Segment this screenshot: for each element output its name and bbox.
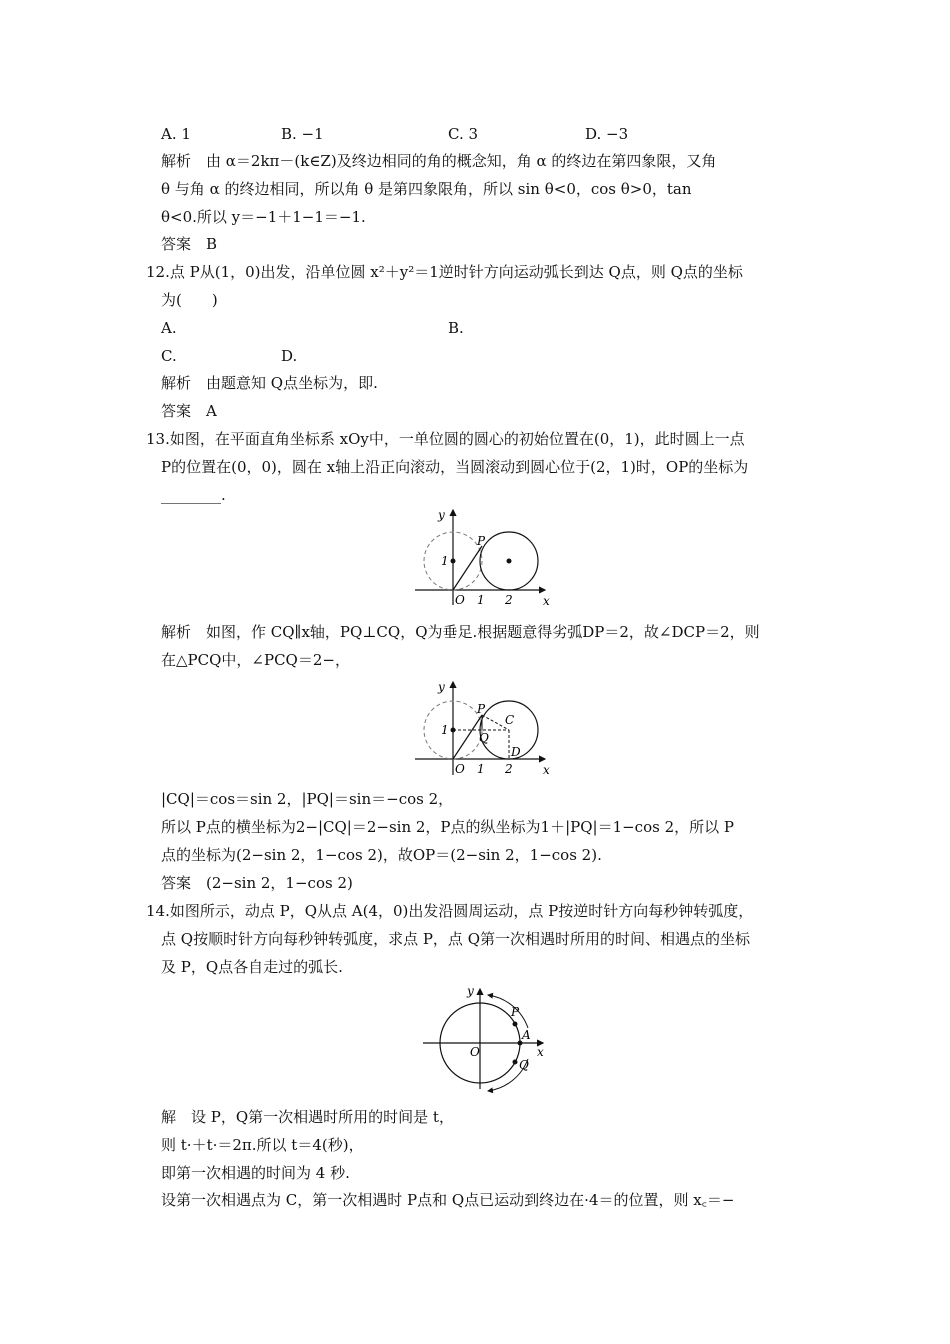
option-a: A. 1: [161, 125, 191, 143]
label-x: x: [537, 1045, 544, 1059]
q13-analysis2-line-1: |CQ|＝cos＝sin 2，|PQ|＝sin＝−cos 2，: [161, 790, 454, 808]
q13-analysis2-line-3: 点的坐标为(2−sin 2，1−cos 2)，故OP＝(2−sin 2，1−cos 2).: [161, 846, 602, 864]
label-o: O: [455, 762, 465, 776]
q14-solution-line-3: 即第一次相遇的时间为 4 秒.: [161, 1164, 350, 1182]
q12-analysis: 解析 由题意知 Q点坐标为，即.: [161, 374, 378, 392]
label-1-y: 1: [441, 723, 449, 737]
label-p: P: [477, 702, 486, 716]
ccw-arrow: [488, 995, 528, 1028]
label-y: y: [438, 508, 445, 522]
rolling-circle-figure: [405, 505, 555, 610]
label-o: O: [455, 593, 465, 607]
q13-stem-line-1: 13.如图，在平面直角坐标系 xOy中，一单位圆的圆心的初始位置在(0，1)，此时圆上一点: [146, 430, 745, 448]
q12-option-c: C.: [161, 347, 177, 365]
circular-motion-figure: [415, 983, 550, 1093]
option-b: B. −1: [281, 125, 324, 143]
q14-solution-line-1: 解 设 P，Q第一次相遇时所用的时间是 t，: [161, 1108, 454, 1126]
label-c: C: [505, 713, 515, 727]
label-2: 2: [505, 593, 513, 607]
q14-stem-line-2: 点 Q按顺时针方向每秒钟转弧度，求点 P，点 Q第一次相遇时所用的时间、相遇点的坐标: [161, 930, 750, 948]
q12-stem-line-2: 为( ): [161, 291, 218, 309]
q13-stem-line-3: ________.: [161, 486, 226, 504]
q14-stem-line-3: 及 P，Q点各自走过的弧长.: [161, 958, 343, 976]
q12-option-a: A.: [161, 319, 177, 337]
label-x: x: [543, 763, 550, 777]
q11-answer: 答案 B: [161, 235, 218, 253]
rolling-circle-construction-figure: [405, 677, 555, 782]
q12-option-b: B.: [448, 319, 464, 337]
q13-analysis-line-2: 在△PCQ中，∠PCQ＝2−，: [161, 651, 350, 669]
q13-analysis2-line-2: 所以 P点的横坐标为2−|CQ|＝2−sin 2，P点的纵坐标为1＋|PQ|＝1−cos 2，所以 P: [161, 818, 734, 836]
label-p: P: [477, 534, 486, 548]
q12-answer: 答案 A: [161, 402, 217, 420]
segment-op: [453, 546, 482, 590]
label-2: 2: [505, 762, 513, 776]
q13-analysis-line-1: 解析 如图，作 CQ∥x轴，PQ⊥CQ，Q为垂足.根据题意得劣弧DP＝2，故∠DCP＝2，则: [161, 623, 760, 641]
label-x: x: [543, 594, 550, 608]
q11-analysis-line-2: θ 与角 α 的终边相同，所以角 θ 是第四象限角，所以 sin θ<0，cos θ>0，tan: [161, 180, 692, 198]
q12-stem-line-1: 12.点 P从(1，0)出发，沿单位圆 x²＋y²＝1逆时针方向运动弧长到达 Q点，则 Q点的坐标: [146, 263, 743, 281]
label-1-x: 1: [477, 593, 485, 607]
label-1-y: 1: [441, 554, 449, 568]
label-y: y: [467, 984, 474, 998]
label-y: y: [438, 680, 445, 694]
label-o: O: [470, 1045, 480, 1059]
option-c: C. 3: [448, 125, 479, 143]
label-p: P: [511, 1005, 520, 1019]
option-d: D. −3: [585, 125, 629, 143]
q14-solution-line-2: 则 t·＋t·＝2π.所以 t＝4(秒)，: [161, 1136, 364, 1154]
q12-option-d: D.: [281, 347, 298, 365]
label-a: A: [522, 1028, 531, 1042]
label-d: D: [511, 745, 521, 759]
q14-solution-line-4: 设第一次相遇点为 C，第一次相遇时 P点和 Q点已运动到终边在·4＝的位置，则 x꜀＝−: [161, 1191, 735, 1209]
q14-stem-line-1: 14.如图所示，动点 P，Q从点 A(4，0)出发沿圆周运动，点 P按逆时针方向每秒钟转弧度，: [146, 902, 754, 920]
q11-analysis-line-3: θ<0.所以 y＝−1＋1−1＝−1.: [161, 208, 366, 226]
label-1-x: 1: [477, 762, 485, 776]
label-q: Q: [519, 1058, 529, 1072]
label-q: Q: [479, 731, 489, 745]
q13-answer: 答案 (2−sin 2，1−cos 2): [161, 874, 353, 892]
q11-analysis-line-1: 解析 由 α＝2kπ－(k∈Z)及终边相同的角的概念知，角 α 的终边在第四象限，又角: [161, 152, 717, 170]
q13-stem-line-2: P的位置在(0，0)，圆在 x轴上沿正向滚动，当圆滚动到圆心位于(2，1)时，OP的坐标为: [161, 458, 749, 476]
